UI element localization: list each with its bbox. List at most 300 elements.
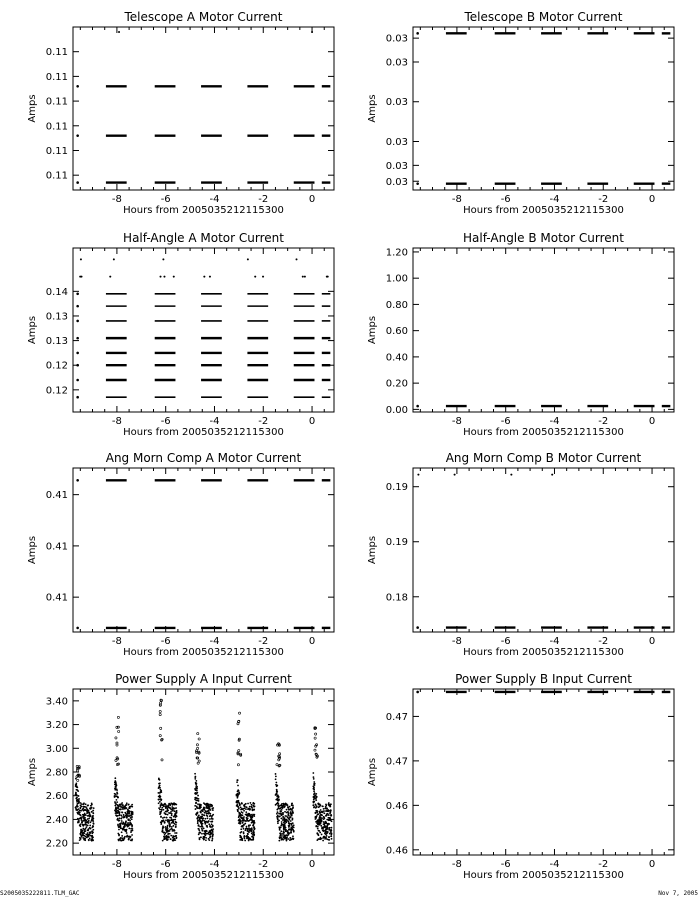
data-point — [91, 837, 93, 839]
data-point — [330, 814, 332, 816]
data-point — [287, 807, 289, 809]
data-point — [128, 813, 130, 815]
data-point — [204, 834, 206, 836]
x-tick-label: -6 — [500, 859, 511, 870]
data-point — [165, 832, 167, 834]
data-point — [247, 815, 249, 817]
data-point — [207, 810, 209, 812]
data-point — [245, 803, 247, 805]
y-tick-label: 0.13 — [45, 336, 68, 348]
data-point — [302, 276, 304, 278]
data-point — [173, 810, 175, 812]
data-point — [209, 837, 211, 839]
data-point — [89, 827, 91, 829]
y-tick-label: 0.40 — [385, 352, 408, 364]
data-point — [81, 803, 83, 805]
data-point — [195, 793, 197, 795]
x-axis-label: Hours from 2005035212115300 — [123, 205, 284, 216]
data-point — [206, 833, 208, 835]
data-point — [196, 788, 198, 790]
data-point-outlier — [195, 751, 197, 753]
data-point — [171, 803, 173, 805]
data-point — [164, 838, 166, 840]
data-point — [246, 826, 248, 828]
data-point — [292, 835, 294, 837]
data-point — [281, 835, 283, 837]
data-point — [76, 293, 79, 296]
data-point — [119, 820, 121, 822]
data-point — [92, 829, 94, 831]
data-point — [76, 305, 79, 308]
data-point — [203, 814, 205, 816]
data-point — [241, 802, 243, 804]
data-point — [211, 815, 213, 817]
data-point-outlier — [117, 726, 119, 728]
data-point — [328, 836, 330, 838]
data-point — [321, 834, 323, 836]
data-point — [283, 826, 285, 828]
data-point — [170, 838, 172, 840]
data-point — [280, 826, 282, 828]
data-point — [118, 839, 120, 841]
data-point — [77, 806, 79, 808]
data-point-outlier — [159, 713, 161, 715]
data-point — [122, 804, 124, 806]
data-point — [330, 834, 332, 836]
data-point — [90, 805, 92, 807]
chart-panel-6 — [367, 451, 674, 658]
data-point — [202, 823, 204, 825]
data-point — [132, 828, 134, 830]
data-point — [292, 805, 294, 807]
x-tick-label: -8 — [111, 859, 122, 870]
data-point — [327, 817, 329, 819]
data-point — [120, 808, 122, 810]
data-point — [194, 805, 196, 807]
data-point — [237, 785, 239, 787]
data-point — [318, 806, 320, 808]
data-point — [80, 829, 82, 831]
y-tick-label: 0.12 — [45, 385, 68, 397]
data-point-outlier — [161, 759, 163, 761]
data-point — [163, 836, 165, 838]
y-tick-label: 0.20 — [385, 378, 408, 390]
data-point — [122, 823, 124, 825]
data-point — [284, 838, 286, 840]
data-point — [198, 825, 200, 827]
data-point — [176, 832, 178, 834]
data-point — [88, 818, 90, 820]
data-point — [202, 810, 204, 812]
data-point — [203, 276, 205, 278]
data-point — [315, 826, 317, 828]
data-point — [77, 799, 79, 801]
data-point — [324, 838, 326, 840]
data-point — [197, 817, 199, 819]
data-point — [159, 795, 161, 797]
plot-frame — [73, 689, 334, 855]
x-tick-label: -2 — [258, 194, 269, 205]
data-point — [280, 830, 282, 832]
x-tick-label: -2 — [598, 636, 609, 647]
data-point-outlier — [77, 779, 79, 781]
data-point — [197, 795, 199, 797]
data-point — [199, 832, 201, 834]
data-point — [197, 811, 199, 813]
data-point — [317, 833, 319, 835]
data-point — [291, 803, 293, 805]
data-point — [116, 815, 118, 817]
data-point — [319, 823, 321, 825]
data-point — [87, 812, 89, 814]
data-point-outlier — [279, 753, 281, 755]
data-point — [242, 817, 244, 819]
data-point — [207, 803, 209, 805]
data-point — [121, 831, 123, 833]
data-point — [205, 837, 207, 839]
data-point — [313, 802, 315, 804]
data-point — [329, 805, 331, 807]
x-axis-label: Hours from 2005035212115300 — [123, 427, 284, 438]
data-point — [198, 800, 200, 802]
data-point — [128, 804, 130, 806]
data-point — [91, 832, 93, 834]
data-point — [169, 807, 171, 809]
x-axis-label: Hours from 2005035212115300 — [123, 870, 284, 881]
data-point — [173, 276, 175, 278]
x-tick-label: -8 — [111, 194, 122, 205]
data-point — [241, 811, 243, 813]
chart-title: Half-Angle A Motor Current — [123, 231, 284, 245]
plot-frame — [73, 468, 334, 632]
x-tick-label: -4 — [209, 416, 220, 427]
data-point — [247, 817, 249, 819]
data-point-outlier — [160, 727, 162, 729]
data-point — [80, 834, 82, 836]
data-point — [116, 799, 118, 801]
data-point — [313, 796, 315, 798]
data-point — [416, 32, 419, 35]
data-point — [90, 835, 92, 837]
chart-title: Ang Morn Comp B Motor Current — [445, 451, 642, 465]
y-axis-label: Amps — [367, 757, 378, 787]
data-point — [196, 805, 198, 807]
data-point — [211, 836, 213, 838]
data-point — [240, 828, 242, 830]
data-point — [291, 819, 293, 821]
data-point — [199, 838, 201, 840]
data-point — [277, 822, 279, 824]
data-point — [114, 788, 116, 790]
data-point — [164, 822, 166, 824]
data-point — [238, 808, 240, 810]
data-point — [248, 837, 250, 839]
data-point — [417, 474, 419, 476]
data-point — [208, 820, 210, 822]
data-point — [78, 801, 80, 803]
data-point — [317, 826, 319, 828]
x-tick-label: -8 — [451, 194, 462, 205]
x-tick-label: 0 — [308, 859, 316, 870]
data-point — [125, 815, 127, 817]
data-point — [253, 809, 255, 811]
data-point — [197, 820, 199, 822]
data-point — [127, 824, 129, 826]
data-point — [326, 819, 328, 821]
data-point — [115, 811, 117, 813]
data-point — [286, 803, 288, 805]
data-point — [290, 823, 292, 825]
data-point — [167, 828, 169, 830]
data-point — [125, 807, 127, 809]
data-point — [128, 810, 130, 812]
data-point — [281, 803, 283, 805]
data-point — [120, 827, 122, 829]
data-point — [130, 836, 132, 838]
data-point — [325, 815, 327, 817]
data-point — [321, 817, 323, 819]
data-point — [165, 819, 167, 821]
data-point — [174, 832, 176, 834]
y-tick-label: 2.60 — [45, 791, 68, 803]
data-point — [92, 822, 94, 824]
data-point — [87, 805, 89, 807]
data-point — [244, 820, 246, 822]
data-point — [128, 827, 130, 829]
data-point — [196, 814, 198, 816]
data-point — [76, 364, 79, 367]
data-point — [77, 818, 79, 820]
data-point — [88, 812, 90, 814]
chart-panel-7 — [27, 672, 334, 881]
data-point — [76, 794, 78, 796]
data-point — [171, 826, 173, 828]
data-point — [318, 838, 320, 840]
data-point — [165, 826, 167, 828]
data-point — [238, 806, 240, 808]
data-point — [167, 819, 169, 821]
data-point — [326, 826, 328, 828]
data-point — [80, 258, 82, 260]
data-point — [253, 828, 255, 830]
data-point — [326, 809, 328, 811]
data-point — [131, 840, 133, 842]
data-point — [82, 824, 84, 826]
data-point — [167, 833, 169, 835]
data-point — [85, 820, 87, 822]
data-point — [171, 819, 173, 821]
data-point — [251, 822, 253, 824]
chart-panel-3 — [27, 231, 334, 438]
data-point — [314, 816, 316, 818]
data-point — [277, 817, 279, 819]
y-tick-label: 0.11 — [45, 145, 68, 157]
data-point — [169, 823, 171, 825]
data-point — [173, 838, 175, 840]
data-point — [320, 825, 322, 827]
data-point — [78, 802, 80, 804]
plot-frame — [413, 27, 674, 190]
data-point — [236, 801, 238, 803]
data-point — [76, 352, 79, 355]
y-axis-label: Amps — [367, 535, 378, 565]
data-point — [82, 806, 84, 808]
data-point-outlier — [314, 737, 316, 739]
data-point — [285, 835, 287, 837]
data-point — [79, 839, 81, 841]
data-point — [330, 809, 332, 811]
data-point — [121, 835, 123, 837]
y-tick-label: 3.40 — [45, 696, 68, 708]
data-point — [327, 276, 329, 278]
data-point — [163, 276, 165, 278]
y-tick-label: 0.80 — [385, 299, 408, 311]
data-point — [118, 31, 120, 33]
data-point — [242, 820, 244, 822]
data-point — [162, 258, 164, 260]
data-point — [251, 839, 253, 841]
data-point — [290, 817, 292, 819]
data-point — [236, 779, 238, 781]
x-tick-label: 0 — [308, 194, 316, 205]
data-point — [126, 829, 128, 831]
data-point — [212, 809, 214, 811]
x-tick-label: 0 — [648, 416, 656, 427]
data-point — [201, 830, 203, 832]
x-tick-label: 0 — [308, 416, 316, 427]
data-point-outlier — [315, 733, 317, 735]
data-point — [114, 782, 116, 784]
data-point — [286, 838, 288, 840]
data-point — [86, 807, 88, 809]
y-tick-label: 0.11 — [45, 121, 68, 133]
data-point — [120, 818, 122, 820]
data-point — [204, 818, 206, 820]
data-point — [275, 804, 277, 806]
data-point — [125, 821, 127, 823]
data-point — [328, 839, 330, 841]
data-point-outlier — [237, 723, 239, 725]
data-point — [454, 474, 456, 476]
data-point — [240, 837, 242, 839]
data-point — [288, 825, 290, 827]
y-tick-label: 0.03 — [385, 176, 408, 188]
data-point — [195, 786, 197, 788]
data-point — [167, 836, 169, 838]
data-point — [252, 809, 254, 811]
data-point — [197, 822, 199, 824]
data-point — [316, 839, 318, 841]
data-point — [172, 839, 174, 841]
y-tick-label: 0.11 — [45, 71, 68, 83]
x-axis-label: Hours from 2005035212115300 — [463, 647, 624, 658]
data-point — [115, 793, 117, 795]
plot-frame — [73, 27, 334, 190]
data-point — [279, 808, 281, 810]
chart-title: Telescope B Motor Current — [464, 10, 623, 24]
data-point — [80, 817, 82, 819]
data-point — [314, 792, 316, 794]
data-point — [248, 839, 250, 841]
data-point — [85, 828, 87, 830]
data-point — [168, 812, 170, 814]
data-point — [158, 787, 160, 789]
data-point — [324, 810, 326, 812]
data-point — [171, 806, 173, 808]
data-point — [198, 828, 200, 830]
chart-title: Half-Angle B Motor Current — [463, 231, 624, 245]
y-tick-label: 3.00 — [45, 743, 68, 755]
data-point — [203, 836, 205, 838]
data-point — [116, 789, 118, 791]
data-point — [161, 831, 163, 833]
y-tick-label: 0.03 — [385, 33, 408, 45]
data-point — [126, 802, 128, 804]
data-point — [292, 806, 294, 808]
data-point-outlier — [276, 764, 278, 766]
data-point — [243, 831, 245, 833]
data-point — [252, 802, 254, 804]
data-point — [202, 826, 204, 828]
data-point — [117, 819, 119, 821]
data-point — [109, 276, 111, 278]
data-point — [325, 804, 327, 806]
data-point — [317, 814, 319, 816]
data-point — [282, 839, 284, 841]
plot-frame — [413, 468, 674, 632]
data-point — [312, 772, 314, 774]
data-point — [249, 808, 251, 810]
data-point — [277, 802, 279, 804]
data-point — [284, 817, 286, 819]
data-point — [286, 815, 288, 817]
data-point — [76, 797, 78, 799]
data-point — [252, 822, 254, 824]
data-point — [243, 824, 245, 826]
data-point — [84, 830, 86, 832]
data-point — [249, 806, 251, 808]
data-point — [118, 835, 120, 837]
data-point — [129, 815, 131, 817]
y-tick-label: 0.41 — [45, 490, 68, 502]
data-point — [88, 839, 90, 841]
data-point — [121, 816, 123, 818]
data-point — [173, 808, 175, 810]
data-point — [78, 798, 80, 800]
data-point — [82, 808, 84, 810]
data-point — [243, 836, 245, 838]
y-tick-label: 0.12 — [45, 360, 68, 372]
data-point — [132, 813, 134, 815]
data-point — [236, 781, 238, 783]
data-point — [330, 835, 332, 837]
x-axis-label: Hours from 2005035212115300 — [463, 870, 624, 881]
data-point — [76, 181, 79, 184]
data-point — [283, 804, 285, 806]
data-point — [128, 819, 130, 821]
data-point — [91, 811, 93, 813]
data-point — [165, 811, 167, 813]
chart-panel-4 — [367, 231, 674, 438]
data-point — [321, 821, 323, 823]
data-point — [119, 823, 121, 825]
data-point — [208, 813, 210, 815]
data-point — [89, 837, 91, 839]
data-point — [325, 826, 327, 828]
data-point — [81, 819, 83, 821]
data-point — [92, 813, 94, 815]
x-tick-label: -2 — [598, 859, 609, 870]
